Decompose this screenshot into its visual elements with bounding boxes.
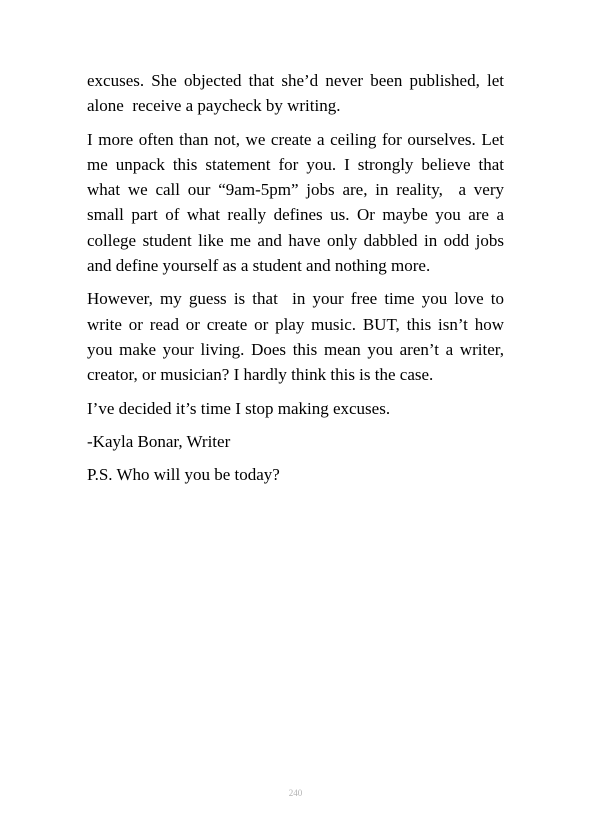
postscript: P.S. Who will you be today?	[87, 465, 280, 485]
page-body	[87, 68, 509, 495]
paragraph-free-time: However, my guess is that in your free time you love to write or read or create or play music. BUT, this isn’t how you make your living. Does this mean you aren’t a writer, creator, or musician? I hardly think this is the case.	[87, 289, 509, 385]
paragraph-decision: I’ve decided it’s time I stop making excuses.	[87, 398, 391, 418]
paragraph-excuses-continued: excuses. She objected that she’d never been published, let alone receive a paycheck by writing.	[87, 71, 509, 116]
paragraph-ceiling: I more often than not, we create a ceiling for ourselves. Let me unpack this statement for you. I strongly believe that what we call our “9am-5pm” jobs are, in reality, a very small part of what really defines us. Or maybe you are a college student like me and have only dabbled in odd jobs and define yourself as a student and nothing more.	[87, 129, 509, 276]
page-number: 240	[288, 788, 303, 798]
author-signature: -Kayla Bonar, Writer	[87, 431, 231, 451]
